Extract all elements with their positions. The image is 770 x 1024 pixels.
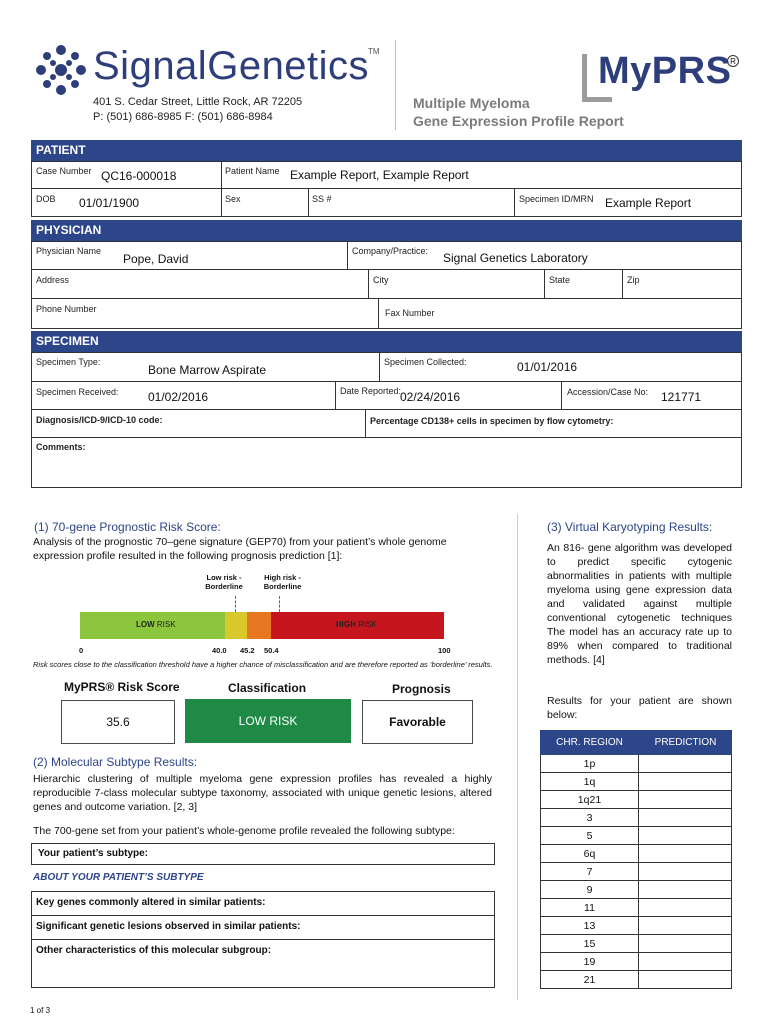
subtype-para2: The 700-gene set from your patient’s whole-genome profile revealed the following subtype: [33,825,455,837]
low-borderline-segment [225,612,247,639]
about-subtype-heading: ABOUT YOUR PATIENT’S SUBTYPE [33,872,204,883]
risk-scale-bar [80,612,444,639]
subtype-para1: Hierarchic clustering of multiple myeloma gene expression profiles has revealed a highly reproducible 7-class molecular subtype taxonomy, associated with unique genetic lesions, altered genes and outcome variation. [2, 3] [33,773,492,813]
specimen-type-value: Bone Marrow Aspirate [148,363,267,377]
prediction-cell [639,827,731,844]
fax-label: Fax Number [385,308,435,318]
karyotype-row [541,935,731,953]
high-borderline-label: High risk - Borderline [263,573,302,591]
chr-region-cell: 21 [541,971,639,988]
karyotype-row [541,845,731,863]
registered-mark: R [727,55,739,67]
city-label: City [373,275,389,285]
date-reported-label: Date Reported: [340,386,402,396]
case-number-label: Case Number [36,166,92,176]
prediction-cell [639,881,731,898]
trademark-mark: TM [368,47,380,56]
chr-region-cell: 11 [541,899,639,916]
cd138-label: Percentage CD138+ cells in specimen by flow cytometry: [370,416,614,426]
chr-region-cell: 13 [541,917,639,934]
physician-name-label: Physician Name [36,246,102,256]
diagnosis-label: Diagnosis/ICD-9/ICD-10 code: [36,415,163,425]
accession-value: 121771 [661,390,702,404]
specimen-section-header: SPECIMEN [31,331,742,352]
lab-address: 401 S. Cedar Street, Little Rock, AR 72205 P: (501) 686-8985 F: (501) 686-8984 [93,96,303,123]
subtype-heading: (2) Molecular Subtype Results: [33,755,198,769]
patient-section-header: PATIENT [31,140,742,161]
karyotype-row [541,899,731,917]
specimen-collected-value: 01/01/2016 [517,360,578,374]
chr-region-cell: 5 [541,827,639,844]
prediction-cell [639,935,731,952]
prediction-cell [639,791,731,808]
chr-region-cell: 3 [541,809,639,826]
prediction-cell [639,899,731,916]
low-risk-label: LOW RISK [136,620,176,629]
other-characteristics-field: Other characteristics of this molecular subgroup: [36,945,272,956]
prognosis-label: Prognosis [392,682,451,696]
your-subtype-field: Your patient’s subtype: [31,843,495,865]
prediction-cell [639,809,731,826]
patient-box [31,161,742,217]
tick-0: 0 [79,646,84,655]
key-genes-field: Key genes commonly altered in similar patients: [32,892,494,916]
tick-100: 100 [438,646,451,655]
company-label: Company/Practice: [352,246,429,256]
prognosis-value: Favorable [362,700,473,744]
myprs-logo: MyPRS [598,50,732,92]
state-label: State [549,275,571,285]
karyotype-heading: (3) Virtual Karyotyping Results: [547,520,713,534]
patient-name-label: Patient Name [225,166,280,176]
chr-region-cell: 1q [541,773,639,790]
low-borderline-label: Low risk - Borderline [205,573,243,591]
high-risk-label: HIGH RISK [336,620,377,629]
subtype-details-box [31,891,495,988]
prediction-cell [639,863,731,880]
prediction-cell [639,917,731,934]
address-label: Address [36,275,70,285]
karyotype-table-header [540,730,732,755]
company-value: Signal Genetics Laboratory [443,251,588,265]
page-number: 1 of 3 [30,1006,51,1015]
prediction-cell [639,953,731,970]
sex-label: Sex [225,194,241,204]
specimen-received-label: Specimen Received: [36,387,119,397]
risk-footnote: Risk scores close to the classification threshold have a higher chance of misclassification and are therefore reported as ‘borderline’ results. [33,660,493,669]
chr-region-cell: 19 [541,953,639,970]
brand-name: SignalGenetics [93,44,370,88]
karyotype-row [541,791,731,809]
prediction-cell [639,845,731,862]
dob-value: 01/01/1900 [79,196,140,210]
tick-45-2: 45.2 [240,646,255,655]
prediction-cell [639,971,731,988]
report-title: Multiple Myeloma Gene Expression Profile Report [413,95,624,129]
karyotype-row [541,971,731,989]
lesions-field: Significant genetic lesions observed in similar patients: [32,916,494,940]
prediction-cell [639,773,731,790]
karyotype-table [540,730,732,989]
physician-name-value: Pope, David [123,252,189,266]
accession-label: Accession/Case No: [567,387,649,397]
physician-section-header: PHYSICIAN [31,220,742,241]
risk-score-value: 35.6 [61,700,175,744]
specimen-received-value: 01/02/2016 [148,390,209,404]
karyotype-row [541,773,731,791]
specimen-type-label: Specimen Type: [36,357,101,367]
risk-score-heading: (1) 70-gene Prognostic Risk Score: [34,520,221,534]
zip-label: Zip [627,275,640,285]
dob-label: DOB [36,194,56,204]
karyotype-table-body [540,755,732,989]
results-divider [517,514,518,1000]
karyotype-row [541,755,731,773]
karyotype-para: An 816- gene algorithm was developed to predict specific cytogenic abnormalities in patients with multiple myeloma using gene expression data and validated against multiple conventional cytogenetic techniques The model has an accuracy rate up to 89% when compared to traditional methods. [4] [547,542,732,666]
karyotype-row [541,953,731,971]
karyotype-results-intro: Results for your patient are shown below: [547,695,732,721]
karyotype-row [541,881,731,899]
risk-score-label: MyPRS® Risk Score [64,680,180,694]
karyotype-row [541,917,731,935]
classification-label: Classification [228,681,307,695]
specimen-box [31,352,742,488]
specimen-id-value: Example Report [605,196,692,210]
chr-region-cell: 6q [541,845,639,862]
specimen-id-label: Specimen ID/MRN [519,194,594,204]
tick-40: 40.0 [212,646,227,655]
high-borderline-segment [247,612,271,639]
chr-region-header: CHR. REGION [556,737,623,748]
chr-region-cell: 15 [541,935,639,952]
high-borderline-marker [279,596,280,612]
chr-region-cell: 7 [541,863,639,880]
ssn-label: SS # [312,194,332,204]
specimen-collected-label: Specimen Collected: [384,357,467,367]
tick-50-4: 50.4 [264,646,279,655]
risk-intro: Analysis of the prognostic 70–gene signature (GEP70) from your patient’s whole genome expression profile resulted in the following prognosis prediction [1]: [33,536,447,562]
prediction-header: PREDICTION [654,737,717,748]
karyotype-row [541,809,731,827]
comments-label: Comments: [36,442,86,452]
chr-region-cell: 1p [541,755,639,772]
chr-region-cell: 1q21 [541,791,639,808]
karyotype-row [541,827,731,845]
low-borderline-marker [235,596,236,612]
patient-name-value: Example Report, Example Report [290,168,469,182]
date-reported-value: 02/24/2016 [400,390,461,404]
classification-value: LOW RISK [185,699,351,743]
phone-label: Phone Number [36,304,97,314]
prediction-cell [639,755,731,772]
chr-region-cell: 9 [541,881,639,898]
signal-genetics-logo-icon [33,42,89,98]
header-divider [395,40,396,130]
karyotype-row [541,863,731,881]
physician-box [31,241,742,329]
case-number-value: QC16-000018 [101,169,177,183]
